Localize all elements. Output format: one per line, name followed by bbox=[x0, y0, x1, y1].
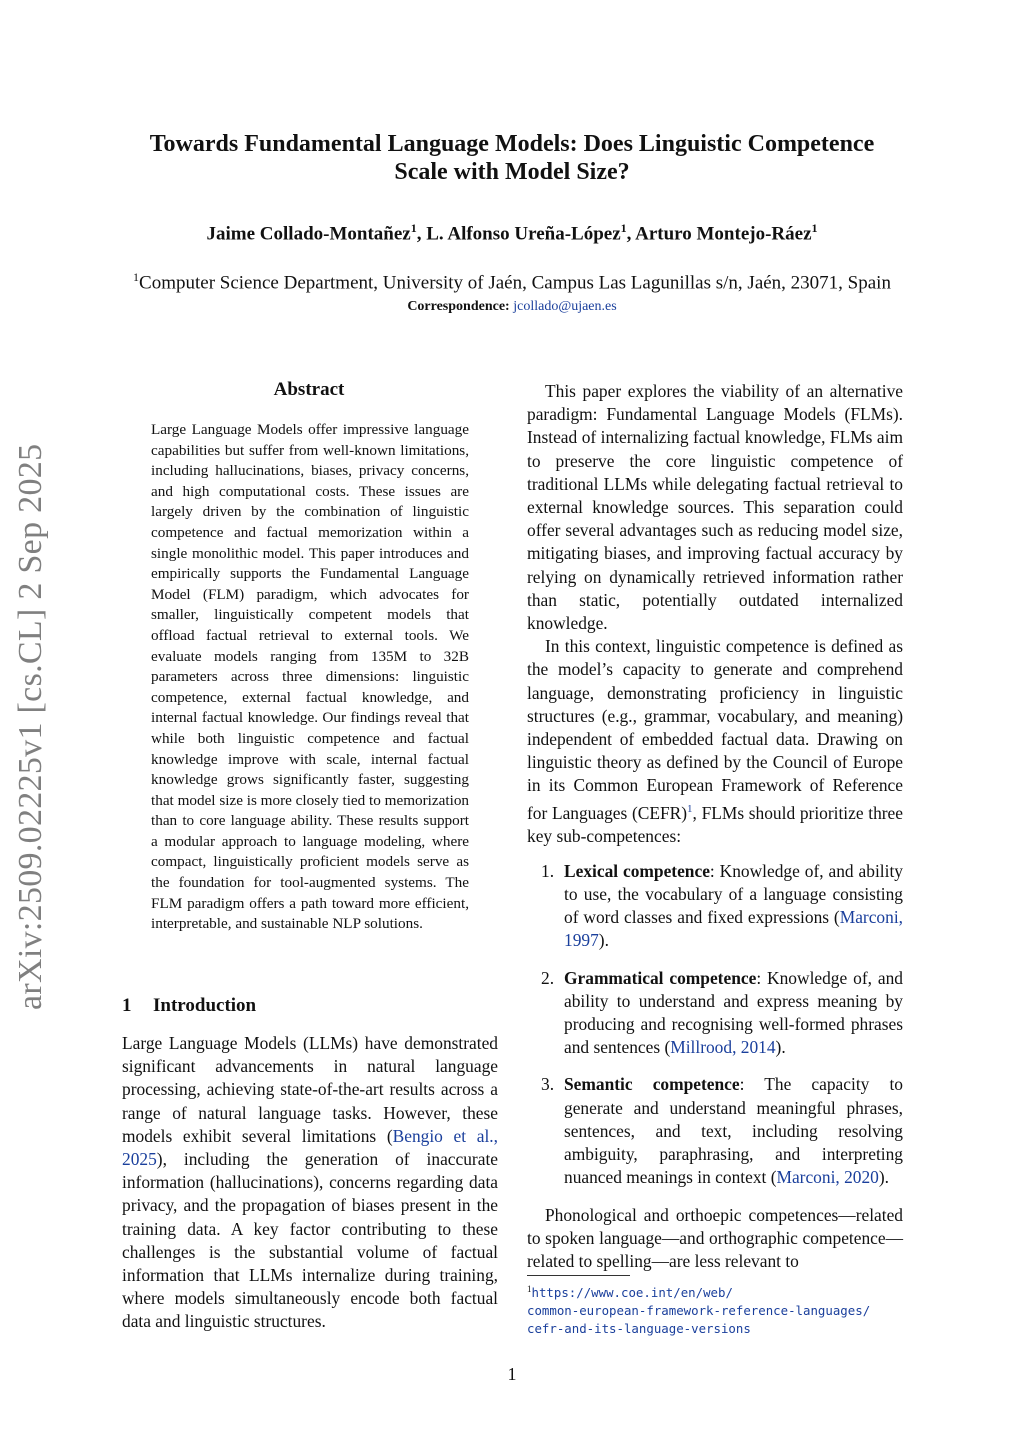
list-item bbox=[527, 1073, 903, 1189]
section-heading bbox=[122, 995, 256, 1017]
citation-link[interactable]: Millrood, 2014 bbox=[670, 1037, 776, 1058]
footnote-ref[interactable]: 1 bbox=[687, 802, 693, 815]
list-number: 1. bbox=[541, 860, 555, 881]
text-span: , FLMs should prioritize three key sub-competences: bbox=[527, 802, 903, 846]
intro-paragraph bbox=[122, 1032, 498, 1334]
text-span: ), including the generation of inaccurate information (hallucinations), concerns regarding data privacy, and the propagation of biases present in the training data. A key factor contributing to these challenges is the substantial volume of factual information that LLMs internalize during training, where models simultaneously encode both factual data and linguistic structures. bbox=[122, 1149, 498, 1332]
email-link[interactable]: jcollado@ujaen.es bbox=[513, 299, 617, 314]
list-number: 2. bbox=[541, 967, 555, 988]
text-span: Large Language Models (LLMs) have demonstrated significant advancements in natural language processing, achieving state-of-the-art results across a range of natural language tasks. However, these models exhibit several limitations ( bbox=[122, 1033, 498, 1146]
affiliation-mark: 1 bbox=[133, 270, 140, 284]
author-affiliation-mark: 1 bbox=[620, 221, 627, 235]
title-line-1: Towards Fundamental Language Models: Does Linguistic Competence bbox=[149, 131, 875, 157]
footnote-mark: 1 bbox=[527, 1284, 532, 1294]
section-title: Introduction bbox=[153, 995, 257, 1016]
title-line-2: Scale with Model Size? bbox=[394, 159, 630, 185]
term: Grammatical competence bbox=[564, 967, 757, 988]
text-span: : Knowledge of, and ability to use, the vocabulary of a language consisting of word classes and fixed expressions ( bbox=[564, 860, 903, 928]
paragraph bbox=[527, 635, 903, 848]
footnote-url-part[interactable]: https://www.coe.int/en/web/ bbox=[531, 1285, 733, 1301]
list-item bbox=[527, 860, 903, 953]
arxiv-identifier: arXiv:2509.02225v1 [cs.CL] 2 Sep 2025 bbox=[12, 443, 49, 1010]
text-span: ). bbox=[775, 1037, 786, 1058]
footnote-divider bbox=[527, 1275, 630, 1276]
affiliation bbox=[60, 270, 964, 294]
text-span: : The capacity to generate and understand meaningful phrases, sentences, and text, including resolving ambiguity, paraphrasing, and interpreting nuanced meanings in context ( bbox=[564, 1074, 903, 1188]
correspondence-label: Correspondence: bbox=[407, 299, 510, 314]
citation-link[interactable]: Marconi, 1997 bbox=[564, 907, 903, 951]
footnote-url-part[interactable]: cefr-and-its-language-versions bbox=[527, 1321, 751, 1337]
text-span: ). bbox=[878, 1167, 890, 1188]
page-number: 1 bbox=[507, 1364, 517, 1384]
list-number: 3. bbox=[541, 1074, 555, 1095]
footnote bbox=[527, 1280, 947, 1338]
left-column-body bbox=[122, 1032, 498, 1334]
text-span: : Knowledge of, and ability to understand and express meaning by producing and recognising well-formed phrases and sentences ( bbox=[564, 967, 903, 1058]
term: Lexical competence bbox=[564, 860, 710, 881]
abstract-heading: Abstract bbox=[273, 379, 345, 400]
citation-link[interactable]: Bengio et al., 2025 bbox=[122, 1125, 498, 1170]
author-affiliation-mark: 1 bbox=[410, 221, 417, 235]
paragraph: This paper explores the viability of an alternative paradigm: Fundamental Language Models (FLMs). Instead of internalizing factual knowledge, FLMs aim to preserve the core linguistic competence of traditional LLMs while delegating factual retrieval to external knowledge sources. This separation could offer several advantages such as reducing model size, mitigating biases, and improving factual accuracy by relying on dynamically retrieved information rather than static, potentially outdated internalized knowledge. bbox=[527, 381, 903, 634]
citation-link[interactable]: Marconi, 2020 bbox=[776, 1167, 879, 1188]
author-name: Arturo Montejo-Ráez bbox=[635, 223, 812, 245]
author-affiliation-mark: 1 bbox=[811, 221, 818, 235]
section-number: 1 bbox=[122, 995, 132, 1016]
term: Semantic competence bbox=[564, 1074, 740, 1095]
affiliation-text: Computer Science Department, University of Jaén, Campus Las Lagunillas s/n, Jaén, 23071, Spain bbox=[139, 272, 891, 294]
text-span: In this context, linguistic competence is defined as the model’s capacity to generate and comprehend language, demonstrating proficiency in linguistic structures (e.g., grammar, vocabulary, and meaning) independent of embedded factual data. Drawing on linguistic theory as defined by the Council of Europe in its Common European Framework of Reference for Languages (CEFR) bbox=[527, 636, 903, 823]
paper-title bbox=[80, 130, 944, 186]
right-column-body bbox=[527, 380, 903, 1273]
footnote-line bbox=[527, 1280, 947, 1302]
abstract-text: Large Language Models offer impressive language capabilities but suffer from well-known limitations, including hallucinations, biases, privacy concerns, and high computational costs. These issues are largely driven by the combination of linguistic competence and factual memorization within a single monolithic model. This paper introduces and empirically supports the Fundamental Language Model (FLM) paradigm, which advocates for smaller, linguistically competent models that offload factual retrieval to external tools. We evaluate models ranging from 135M to 32B parameters across three dimensions: linguistic competence, external factual knowledge, and internal factual knowledge. Our findings reveal that while both linguistic competence and factual knowledge improve with scale, internal factual knowledge grows significantly faster, suggesting that model size is more closely tied to memorization than to core language ability. These results support a modular approach to language modeling, where compact, linguistically proficient models serve as the foundation for tool-augmented systems. The FLM paradigm offers a path toward more efficient, interpretable, and sustainable NLP solutions. bbox=[151, 421, 470, 933]
author-list: Jaime Collado-Montañez$^1$, L. Alfonso Ureña-López$^1$, Arturo Montejo-Ráez$^1$ bbox=[206, 221, 818, 245]
list-item bbox=[527, 967, 903, 1060]
author-name: Jaime Collado-Montañez bbox=[206, 223, 411, 245]
competence-list bbox=[527, 860, 903, 1190]
paragraph: Phonological and orthoepic competences—related to spoken language—and orthographic competence—related to spelling—are less relevant to bbox=[527, 1204, 903, 1271]
footnote-url-part[interactable]: common-european-framework-reference-languages/ bbox=[527, 1303, 871, 1319]
author-name: L. Alfonso Ureña-López bbox=[426, 223, 621, 245]
text-span: ). bbox=[598, 930, 609, 951]
correspondence bbox=[80, 299, 944, 315]
